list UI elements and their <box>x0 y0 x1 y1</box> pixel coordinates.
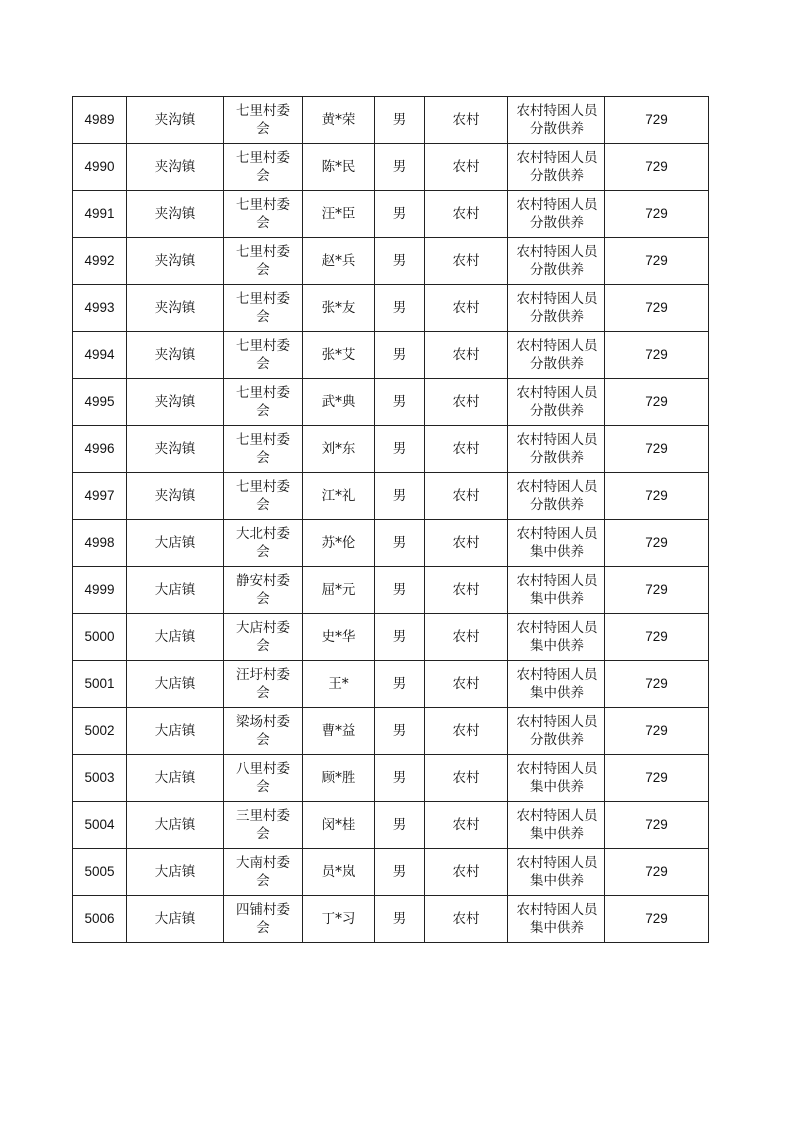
support-category-cell-text: 农村特困人员分散供养 <box>516 432 598 466</box>
village-cell <box>224 755 303 802</box>
village-cell-text: 四铺村委会 <box>236 902 290 936</box>
row-number-cell: 4997 <box>73 473 127 520</box>
roster-body <box>73 97 709 943</box>
area-type-cell: 农村 <box>425 520 508 567</box>
village-cell <box>224 473 303 520</box>
row-number-cell: 4994 <box>73 332 127 379</box>
table-row <box>73 802 709 849</box>
row-number-cell: 4996 <box>73 426 127 473</box>
area-type-cell: 农村 <box>425 426 508 473</box>
village-cell-text: 大南村委会 <box>236 855 290 889</box>
row-number-cell: 4992 <box>73 238 127 285</box>
roster-table <box>72 96 709 943</box>
support-category-cell-text: 农村特困人员分散供养 <box>516 479 598 513</box>
support-category-cell <box>508 285 605 332</box>
support-category-cell <box>508 191 605 238</box>
area-type-cell: 农村 <box>425 97 508 144</box>
amount-cell: 729 <box>605 191 709 238</box>
amount-cell: 729 <box>605 661 709 708</box>
amount-cell: 729 <box>605 97 709 144</box>
village-cell-text: 汪圩村委会 <box>236 667 290 701</box>
town-cell: 夹沟镇 <box>127 144 224 191</box>
support-category-cell-text: 农村特困人员分散供养 <box>516 338 598 372</box>
area-type-cell: 农村 <box>425 285 508 332</box>
support-category-cell <box>508 520 605 567</box>
gender-cell: 男 <box>375 849 425 896</box>
town-cell: 夹沟镇 <box>127 191 224 238</box>
support-category-cell <box>508 379 605 426</box>
row-number-cell: 5001 <box>73 661 127 708</box>
amount-cell: 729 <box>605 473 709 520</box>
amount-cell: 729 <box>605 849 709 896</box>
village-cell <box>224 661 303 708</box>
row-number-cell: 5004 <box>73 802 127 849</box>
support-category-cell <box>508 567 605 614</box>
row-number-cell: 5002 <box>73 708 127 755</box>
town-cell: 大店镇 <box>127 614 224 661</box>
town-cell: 夹沟镇 <box>127 97 224 144</box>
town-cell: 夹沟镇 <box>127 379 224 426</box>
amount-cell: 729 <box>605 755 709 802</box>
table-row <box>73 896 709 943</box>
village-cell <box>224 426 303 473</box>
town-cell: 夹沟镇 <box>127 285 224 332</box>
area-type-cell: 农村 <box>425 896 508 943</box>
village-cell <box>224 849 303 896</box>
village-cell-text: 大店村委会 <box>236 620 290 654</box>
town-cell: 大店镇 <box>127 849 224 896</box>
person-name-cell: 王* <box>303 661 375 708</box>
table-row <box>73 614 709 661</box>
support-category-cell-text: 农村特困人员集中供养 <box>516 573 598 607</box>
village-cell-text: 静安村委会 <box>236 573 290 607</box>
support-category-cell-text: 农村特困人员分散供养 <box>516 103 598 137</box>
gender-cell: 男 <box>375 191 425 238</box>
village-cell <box>224 285 303 332</box>
gender-cell: 男 <box>375 802 425 849</box>
village-cell <box>224 614 303 661</box>
village-cell <box>224 238 303 285</box>
support-category-cell <box>508 144 605 191</box>
support-category-cell <box>508 97 605 144</box>
person-name-cell: 曹*益 <box>303 708 375 755</box>
amount-cell: 729 <box>605 896 709 943</box>
gender-cell: 男 <box>375 332 425 379</box>
village-cell <box>224 332 303 379</box>
support-category-cell <box>508 755 605 802</box>
person-name-cell: 苏*伦 <box>303 520 375 567</box>
town-cell: 大店镇 <box>127 520 224 567</box>
table-row <box>73 426 709 473</box>
support-category-cell-text: 农村特困人员集中供养 <box>516 761 598 795</box>
support-category-cell <box>508 661 605 708</box>
person-name-cell: 张*友 <box>303 285 375 332</box>
village-cell-text: 大北村委会 <box>236 526 290 560</box>
gender-cell: 男 <box>375 896 425 943</box>
gender-cell: 男 <box>375 144 425 191</box>
gender-cell: 男 <box>375 473 425 520</box>
table-row <box>73 661 709 708</box>
row-number-cell: 4991 <box>73 191 127 238</box>
table-row <box>73 755 709 802</box>
village-cell <box>224 896 303 943</box>
table-row <box>73 238 709 285</box>
person-name-cell: 黄*荣 <box>303 97 375 144</box>
table-row <box>73 144 709 191</box>
village-cell-text: 七里村委会 <box>236 338 290 372</box>
village-cell-text: 七里村委会 <box>236 103 290 137</box>
person-name-cell: 丁*习 <box>303 896 375 943</box>
person-name-cell: 江*礼 <box>303 473 375 520</box>
town-cell: 夹沟镇 <box>127 473 224 520</box>
table-row <box>73 97 709 144</box>
person-name-cell: 陈*民 <box>303 144 375 191</box>
area-type-cell: 农村 <box>425 379 508 426</box>
amount-cell: 729 <box>605 802 709 849</box>
row-number-cell: 5005 <box>73 849 127 896</box>
village-cell-text: 七里村委会 <box>236 244 290 278</box>
area-type-cell: 农村 <box>425 708 508 755</box>
area-type-cell: 农村 <box>425 849 508 896</box>
area-type-cell: 农村 <box>425 802 508 849</box>
support-category-cell-text: 农村特困人员集中供养 <box>516 526 598 560</box>
area-type-cell: 农村 <box>425 191 508 238</box>
table-row <box>73 191 709 238</box>
gender-cell: 男 <box>375 708 425 755</box>
support-category-cell <box>508 332 605 379</box>
row-number-cell: 4998 <box>73 520 127 567</box>
village-cell-text: 七里村委会 <box>236 385 290 419</box>
row-number-cell: 5006 <box>73 896 127 943</box>
gender-cell: 男 <box>375 755 425 802</box>
gender-cell: 男 <box>375 379 425 426</box>
amount-cell: 729 <box>605 520 709 567</box>
amount-cell: 729 <box>605 567 709 614</box>
support-category-cell-text: 农村特困人员集中供养 <box>516 620 598 654</box>
gender-cell: 男 <box>375 238 425 285</box>
town-cell: 大店镇 <box>127 567 224 614</box>
town-cell: 大店镇 <box>127 661 224 708</box>
village-cell-text: 七里村委会 <box>236 479 290 513</box>
support-category-cell-text: 农村特困人员分散供养 <box>516 244 598 278</box>
table-row <box>73 379 709 426</box>
village-cell <box>224 567 303 614</box>
gender-cell: 男 <box>375 426 425 473</box>
village-cell <box>224 191 303 238</box>
support-category-cell-text: 农村特困人员分散供养 <box>516 385 598 419</box>
support-category-cell <box>508 238 605 285</box>
person-name-cell: 武*典 <box>303 379 375 426</box>
village-cell <box>224 802 303 849</box>
person-name-cell: 刘*东 <box>303 426 375 473</box>
amount-cell: 729 <box>605 285 709 332</box>
amount-cell: 729 <box>605 238 709 285</box>
village-cell-text: 七里村委会 <box>236 150 290 184</box>
support-category-cell <box>508 896 605 943</box>
area-type-cell: 农村 <box>425 144 508 191</box>
person-name-cell: 史*华 <box>303 614 375 661</box>
support-category-cell <box>508 426 605 473</box>
support-category-cell <box>508 708 605 755</box>
area-type-cell: 农村 <box>425 238 508 285</box>
gender-cell: 男 <box>375 661 425 708</box>
town-cell: 大店镇 <box>127 802 224 849</box>
town-cell: 夹沟镇 <box>127 426 224 473</box>
person-name-cell: 张*艾 <box>303 332 375 379</box>
village-cell-text: 八里村委会 <box>236 761 290 795</box>
person-name-cell: 汪*臣 <box>303 191 375 238</box>
amount-cell: 729 <box>605 332 709 379</box>
table-row <box>73 708 709 755</box>
area-type-cell: 农村 <box>425 332 508 379</box>
person-name-cell: 员*岚 <box>303 849 375 896</box>
table-row <box>73 332 709 379</box>
gender-cell: 男 <box>375 567 425 614</box>
support-category-cell <box>508 473 605 520</box>
village-cell <box>224 379 303 426</box>
support-category-cell-text: 农村特困人员分散供养 <box>516 714 598 748</box>
row-number-cell: 4993 <box>73 285 127 332</box>
area-type-cell: 农村 <box>425 567 508 614</box>
gender-cell: 男 <box>375 97 425 144</box>
table-row <box>73 285 709 332</box>
support-category-cell-text: 农村特困人员集中供养 <box>516 855 598 889</box>
row-number-cell: 4990 <box>73 144 127 191</box>
area-type-cell: 农村 <box>425 755 508 802</box>
area-type-cell: 农村 <box>425 473 508 520</box>
village-cell-text: 七里村委会 <box>236 291 290 325</box>
support-category-cell <box>508 802 605 849</box>
support-category-cell-text: 农村特困人员分散供养 <box>516 291 598 325</box>
support-category-cell-text: 农村特困人员集中供养 <box>516 902 598 936</box>
amount-cell: 729 <box>605 426 709 473</box>
person-name-cell: 闵*桂 <box>303 802 375 849</box>
amount-cell: 729 <box>605 379 709 426</box>
table-row <box>73 473 709 520</box>
support-category-cell-text: 农村特困人员集中供养 <box>516 808 598 842</box>
support-category-cell-text: 农村特困人员分散供养 <box>516 197 598 231</box>
row-number-cell: 5000 <box>73 614 127 661</box>
area-type-cell: 农村 <box>425 614 508 661</box>
table-row <box>73 520 709 567</box>
village-cell <box>224 520 303 567</box>
gender-cell: 男 <box>375 520 425 567</box>
person-name-cell: 赵*兵 <box>303 238 375 285</box>
town-cell: 大店镇 <box>127 708 224 755</box>
amount-cell: 729 <box>605 708 709 755</box>
row-number-cell: 5003 <box>73 755 127 802</box>
support-category-cell <box>508 614 605 661</box>
town-cell: 大店镇 <box>127 896 224 943</box>
village-cell-text: 三里村委会 <box>236 808 290 842</box>
village-cell-text: 七里村委会 <box>236 197 290 231</box>
village-cell <box>224 708 303 755</box>
support-category-cell <box>508 849 605 896</box>
village-cell <box>224 144 303 191</box>
table-row <box>73 567 709 614</box>
gender-cell: 男 <box>375 285 425 332</box>
table-row <box>73 849 709 896</box>
gender-cell: 男 <box>375 614 425 661</box>
village-cell <box>224 97 303 144</box>
row-number-cell: 4999 <box>73 567 127 614</box>
support-category-cell-text: 农村特困人员集中供养 <box>516 667 598 701</box>
support-category-cell-text: 农村特困人员分散供养 <box>516 150 598 184</box>
town-cell: 大店镇 <box>127 755 224 802</box>
amount-cell: 729 <box>605 614 709 661</box>
town-cell: 夹沟镇 <box>127 238 224 285</box>
person-name-cell: 屈*元 <box>303 567 375 614</box>
row-number-cell: 4989 <box>73 97 127 144</box>
village-cell-text: 七里村委会 <box>236 432 290 466</box>
town-cell: 夹沟镇 <box>127 332 224 379</box>
person-name-cell: 顾*胜 <box>303 755 375 802</box>
village-cell-text: 梁场村委会 <box>236 714 290 748</box>
area-type-cell: 农村 <box>425 661 508 708</box>
row-number-cell: 4995 <box>73 379 127 426</box>
amount-cell: 729 <box>605 144 709 191</box>
